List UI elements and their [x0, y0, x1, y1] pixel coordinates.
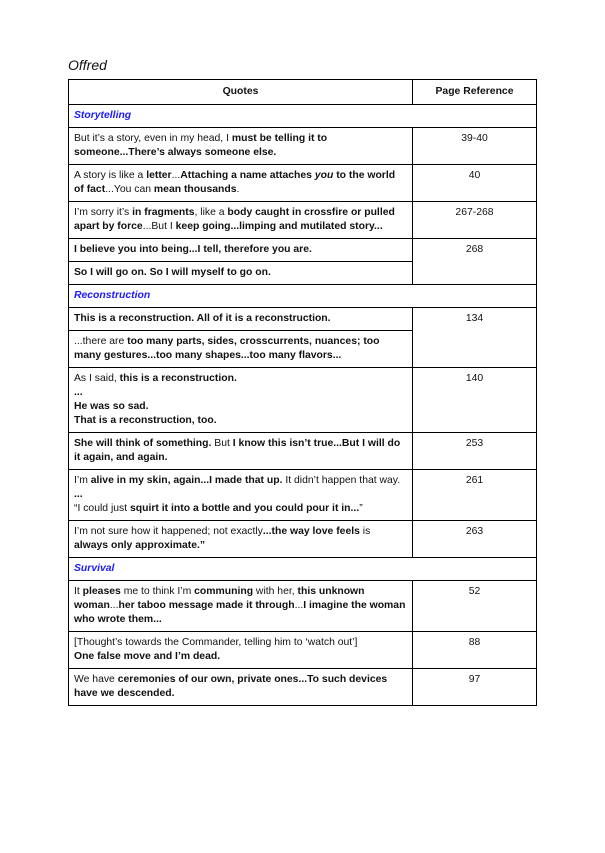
- quote-cell: [69, 262, 413, 285]
- quote-cell: [69, 521, 413, 558]
- quote-cell: [69, 470, 413, 521]
- quote-line: This is a reconstruction. All of it is a reconstruction.: [74, 313, 331, 324]
- quotes-table: [68, 79, 537, 706]
- quote-row: [69, 632, 537, 669]
- quote-row: [69, 433, 537, 470]
- quote-line: One false move and I’m dead.: [74, 651, 221, 662]
- section-row: [69, 105, 537, 128]
- quote-cell: [69, 581, 413, 632]
- page-reference-cell: 88: [413, 632, 537, 669]
- page-reference-cell: 253: [413, 433, 537, 470]
- quote-line: That is a reconstruction, too.: [74, 415, 217, 426]
- page-reference-cell: 52: [413, 581, 537, 632]
- quote-row: [69, 368, 537, 433]
- page-reference-cell: 261: [413, 470, 537, 521]
- header-row: [69, 80, 537, 105]
- quote-line: I’m alive in my skin, again...I made that up. It didn’t happen that way.: [74, 475, 401, 486]
- quote-cell: [69, 368, 413, 433]
- quote-cell: [69, 308, 413, 331]
- quote-line: It pleases me to think I’m communing with her, this unknown woman...her taboo message made it through...I imagine the woman who wrote them...: [74, 586, 406, 625]
- quote-line: ...: [74, 387, 83, 398]
- quote-cell: [69, 239, 413, 262]
- section-title: Survival: [69, 558, 537, 581]
- quote-line: So I will go on. So I will myself to go on.: [74, 267, 271, 278]
- table-body: [69, 105, 537, 706]
- section-title: Storytelling: [69, 105, 537, 128]
- quote-cell: [69, 632, 413, 669]
- quote-row: [69, 128, 537, 165]
- quote-line: I’m sorry it’s in fragments, like a body caught in crossfire or pulled apart by force...But I keep going...limping and mutilated story...: [74, 207, 395, 232]
- quote-line: We have ceremonies of our own, private ones...To such devices have we descended.: [74, 674, 388, 699]
- quote-line: [Thought’s towards the Commander, telling him to ‘watch out’]: [74, 637, 358, 648]
- quote-cell: [69, 202, 413, 239]
- quote-line: “I could just squirt it into a bottle and you could pour it in...”: [74, 503, 363, 514]
- quote-line: A story is like a letter...Attaching a name attaches you to the world of fact...You can mean thousands.: [74, 170, 396, 195]
- page-reference-cell: 97: [413, 669, 537, 706]
- quote-line: I believe you into being...I tell, therefore you are.: [74, 244, 312, 255]
- page-reference-cell: 39-40: [413, 128, 537, 165]
- quote-row: [69, 202, 537, 239]
- quote-row: [69, 581, 537, 632]
- page-reference-cell: 140: [413, 368, 537, 433]
- quote-line: He was so sad.: [74, 401, 149, 412]
- quote-row: [69, 669, 537, 706]
- quote-cell: [69, 165, 413, 202]
- quote-cell: [69, 128, 413, 165]
- quote-line: But it’s a story, even in my head, I must be telling it to someone...There’s always someone else.: [74, 133, 328, 158]
- page-reference-cell: 268: [413, 239, 537, 285]
- page-heading: Offred: [68, 57, 107, 73]
- quote-line: I’m not sure how it happened; not exactly...the way love feels is always only approximate.”: [74, 526, 371, 551]
- quote-line: As I said, this is a reconstruction.: [74, 373, 237, 384]
- page-reference-cell: 263: [413, 521, 537, 558]
- quote-row: [69, 308, 537, 331]
- page-reference-cell: 267-268: [413, 202, 537, 239]
- quote-line: ...there are too many parts, sides, crosscurrents, nuances; too many gestures...too many shapes...too many flavors...: [74, 336, 380, 361]
- quote-cell: [69, 669, 413, 706]
- quote-row: [69, 165, 537, 202]
- quote-line: She will think of something. But I know this isn’t true...But I will do it again, and again.: [74, 438, 401, 463]
- page-reference-cell: 40: [413, 165, 537, 202]
- section-row: [69, 285, 537, 308]
- quote-cell: [69, 331, 413, 368]
- quote-row: [69, 239, 537, 262]
- section-row: [69, 558, 537, 581]
- section-title: Reconstruction: [69, 285, 537, 308]
- quote-line: ...: [74, 489, 83, 500]
- quotes-column-header: Quotes: [69, 80, 413, 105]
- page-reference-column-header: Page Reference: [413, 80, 537, 105]
- quote-cell: [69, 433, 413, 470]
- quote-row: [69, 470, 537, 521]
- quote-row: [69, 521, 537, 558]
- page-reference-cell: 134: [413, 308, 537, 368]
